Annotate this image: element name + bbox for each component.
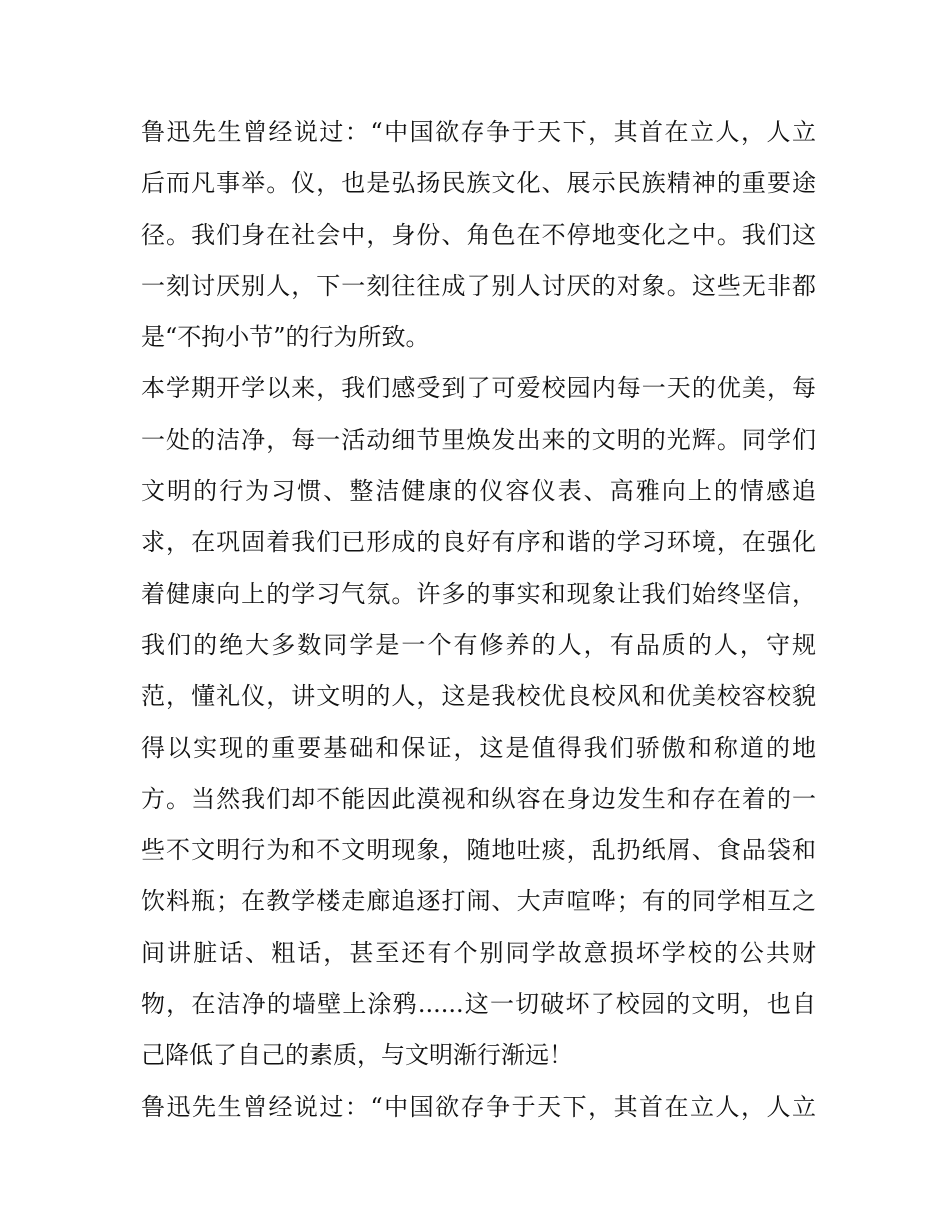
- text-line-18: 物，在洁净的墙壁上涂鸦......这一切破坏了校园的文明，也自: [141, 990, 816, 1019]
- text-line-17: 间讲脏话、粗话，甚至还有个别同学故意损坏学校的公共财: [141, 938, 816, 967]
- text-line-19: 己降低了自己的素质，与文明渐行渐远！: [141, 1041, 573, 1070]
- text-line-16: 饮料瓶；在教学楼走廊追逐打闹、大声喧哗；有的同学相互之: [141, 887, 816, 916]
- text-line-15: 些不文明行为和不文明现象，随地吐痰，乱扔纸屑、食品袋和: [141, 836, 816, 865]
- text-line-20: 鲁迅先生曾经说过：“中国欲存争于天下，其首在立人，人立: [141, 1092, 816, 1121]
- text-line-7: 一处的洁净，每一活动细节里焕发出来的文明的光辉。同学们: [141, 425, 816, 454]
- text-line-8: 文明的行为习惯、整洁健康的仪容仪表、高雅向上的情感追: [141, 477, 816, 506]
- document-body: [141, 107, 816, 1133]
- text-line-1: 鲁迅先生曾经说过：“中国欲存争于天下，其首在立人，人立: [141, 118, 816, 146]
- text-line-13: 得以实现的重要基础和保证，这是值得我们骄傲和称道的地: [141, 733, 816, 762]
- text-line-2: 后而凡事举。仪，也是弘扬民族文化、展示民族精神的重要途: [141, 169, 816, 198]
- text-line-10: 着健康向上的学习气氛。许多的事实和现象让我们始终坚信，: [141, 579, 816, 608]
- text-line-11: 我们的绝大多数同学是一个有修养的人，有品质的人，守规: [141, 630, 816, 659]
- text-line-14: 方。当然我们却不能因此漠视和纵容在身边发生和存在着的一: [141, 784, 816, 813]
- text-line-12: 范，懂礼仪，讲文明的人，这是我校优良校风和优美校容校貌: [141, 682, 816, 711]
- text-line-9: 求，在巩固着我们已形成的良好有序和谐的学习环境，在强化: [141, 528, 816, 557]
- text-line-3: 径。我们身在社会中，身份、角色在不停地变化之中。我们这: [141, 220, 816, 249]
- text-line-4: 一刻讨厌别人，下一刻往往成了别人讨厌的对象。这些无非都: [141, 271, 816, 300]
- text-line-5: 是“不拘小节”的行为所致。: [141, 323, 430, 352]
- text-line-6: 本学期开学以来，我们感受到了可爱校园内每一天的优美，每: [141, 374, 816, 403]
